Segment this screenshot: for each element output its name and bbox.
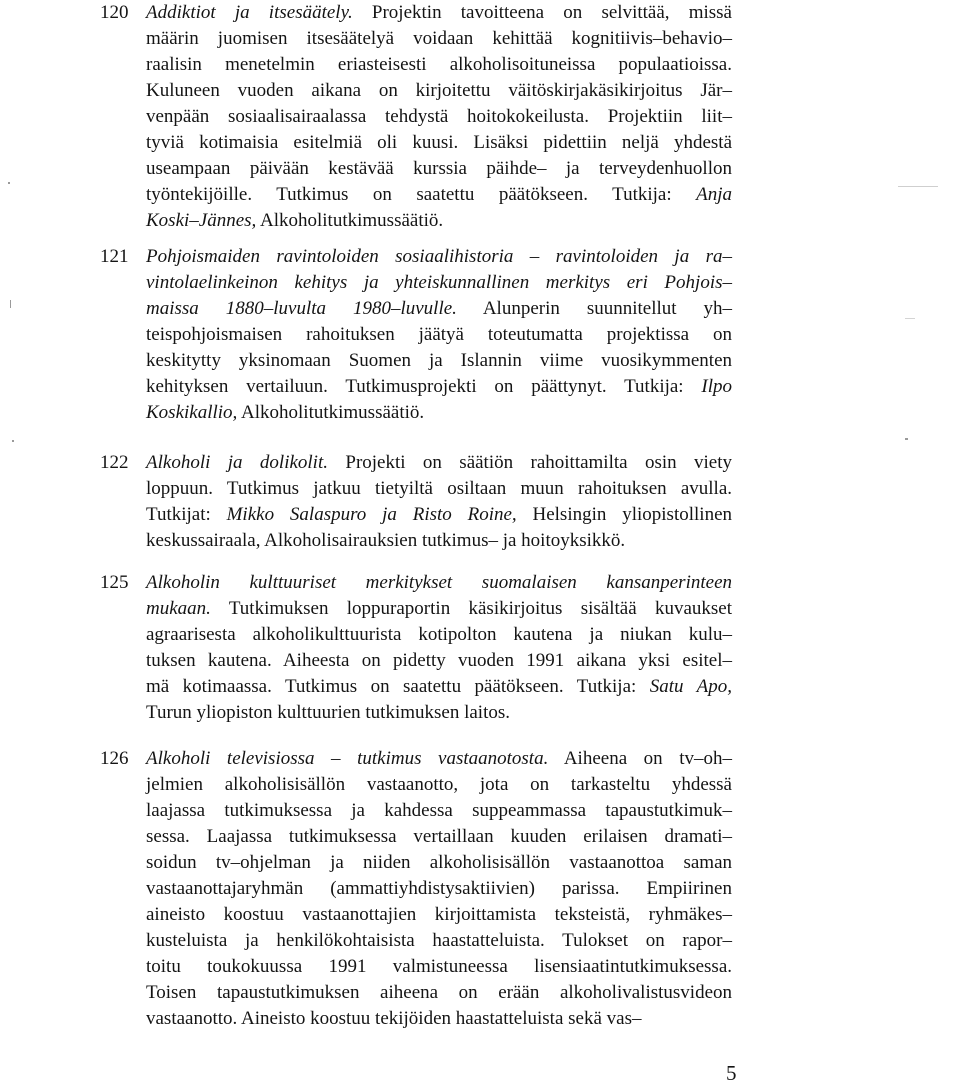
text-line xyxy=(146,0,732,26)
text-line xyxy=(146,374,732,400)
text-line xyxy=(146,182,732,208)
italic-text: vintolaelinkeinon kehitys ja yhteiskunnallinen merkitys eri Pohjois– xyxy=(146,272,732,293)
text-line xyxy=(146,954,732,980)
text-line xyxy=(146,1006,732,1032)
text-line xyxy=(146,570,732,596)
text-run: Aiheena on tv–oh– xyxy=(548,748,733,769)
text-line xyxy=(146,772,732,798)
text-line xyxy=(146,746,732,772)
text-run: venpään sosiaalisairaalassa tehdystä hoitokokeilusta. Projektiin liit– xyxy=(146,106,732,127)
text-line xyxy=(146,528,732,554)
italic-text: Mikko Salaspuro ja Risto Roine, xyxy=(226,504,517,525)
entry-text xyxy=(146,570,732,726)
italic-text: Alkoholi televisiossa – tutkimus vastaanotosta. xyxy=(146,748,549,769)
scan-speck xyxy=(10,300,11,308)
text-run: agraarisesta alkoholikulttuurista kotipolton kautena ja niukan kulu– xyxy=(146,624,732,645)
italic-text: Anja xyxy=(696,184,732,205)
text-line xyxy=(146,928,732,954)
text-line xyxy=(146,156,732,182)
text-line xyxy=(146,502,732,528)
page-number: 5 xyxy=(726,1061,737,1085)
text-line xyxy=(146,322,732,348)
scan-speck xyxy=(898,186,938,187)
text-run: mä kotimaassa. Tutkimus on saatettu päätökseen. Tutkija: xyxy=(146,676,650,697)
entry-number: 126 xyxy=(100,748,129,769)
italic-text: Satu Apo, xyxy=(649,676,732,697)
text-run: tyviä kotimaisia esitelmiä oli kuusi. Lisäksi pidettiin neljä yhdestä xyxy=(146,132,732,153)
italic-text: Alkoholi ja dolikolit. xyxy=(146,452,328,473)
text-run: Tutkijat: xyxy=(146,504,227,525)
text-run: tuksen kautena. Aiheesta on pidetty vuoden 1991 aikana yksi esitel– xyxy=(146,650,732,671)
text-line xyxy=(146,902,732,928)
text-run: keskitytty yksinomaan Suomen ja Islannin viime vuosikymmenten xyxy=(146,350,732,371)
text-run: Projektin tavoitteena on selvittää, missä xyxy=(352,2,732,23)
italic-text: mukaan. xyxy=(146,598,211,619)
entry-text xyxy=(146,450,732,554)
text-run: teispohjoismaisen rahoituksen jäätyä toteutumatta projektissa on xyxy=(146,324,732,345)
text-run: sessa. Laajassa tutkimuksessa vertaillaan kuuden erilaisen dramati– xyxy=(146,826,732,847)
text-line xyxy=(146,270,732,296)
text-line xyxy=(146,104,732,130)
text-line xyxy=(146,130,732,156)
entry-number: 125 xyxy=(100,572,129,593)
text-line xyxy=(146,476,732,502)
scan-speck xyxy=(905,318,915,319)
text-run: jelmien alkoholisisällön vastaanotto, jota on tarkasteltu yhdessä xyxy=(146,774,732,795)
italic-text: Addiktiot ja itsesäätely. xyxy=(146,2,353,23)
entry-text xyxy=(146,244,732,426)
text-run: Kuluneen vuoden aikana on kirjoitettu väitöskirjakäsikirjoitus Jär– xyxy=(146,80,732,101)
text-run: soidun tv–ohjelman ja niiden alkoholisisällön vastaanottoa saman xyxy=(146,852,732,873)
text-run: raalisin menetelmin eriasteisesti alkoholisoituneissa populaatioissa. xyxy=(146,54,732,75)
text-line xyxy=(146,674,732,700)
text-line xyxy=(146,622,732,648)
text-run: Helsingin yliopistollinen xyxy=(516,504,732,525)
text-line xyxy=(146,400,732,426)
text-run: loppuun. Tutkimus jatkuu tietyiltä osiltaan muun rahoituksen avulla. xyxy=(146,478,732,499)
text-line xyxy=(146,850,732,876)
text-run: useampaan päivään kestävää kurssia päihde– ja terveydenhuollon xyxy=(146,158,732,179)
italic-text: Koski–Jännes, xyxy=(146,210,257,231)
text-run: aineisto koostuu vastaanottajien kirjoittamista teksteistä, ryhmäkes– xyxy=(146,904,732,925)
text-run: Turun yliopiston kulttuurien tutkimuksen laitos. xyxy=(146,702,511,723)
italic-text: Pohjoismaiden ravintoloiden sosiaalihistoria – ravintoloiden ja ra– xyxy=(146,246,732,267)
text-run: Alkoholitutkimussäätiö. xyxy=(256,210,444,231)
entry-number: 122 xyxy=(100,452,129,473)
text-line xyxy=(146,450,732,476)
text-line xyxy=(146,700,732,726)
scan-speck xyxy=(905,438,908,440)
scan-speck xyxy=(8,182,10,184)
text-run: vastaanotto. Aineisto koostuu tekijöiden haastatteluista sekä vas– xyxy=(146,1008,642,1029)
text-line xyxy=(146,52,732,78)
text-run: kehityksen vertailuun. Tutkimusprojekti on päättynyt. Tutkija: xyxy=(146,376,702,397)
text-run: kusteluista ja henkilökohtaisista haastatteluista. Tulokset on rapor– xyxy=(146,930,732,951)
text-line xyxy=(146,244,732,270)
text-line xyxy=(146,824,732,850)
italic-text: Koskikallio, xyxy=(146,402,238,423)
text-line xyxy=(146,798,732,824)
text-line xyxy=(146,596,732,622)
italic-text: Alkoholin kulttuuriset merkitykset suomalaisen kansanperinteen xyxy=(146,572,732,593)
text-run: Projekti on säätiön rahoittamilta osin viety xyxy=(328,452,732,473)
text-run: työntekijöille. Tutkimus on saatettu päätökseen. Tutkija: xyxy=(146,184,697,205)
text-run: Tutkimuksen loppuraportin käsikirjoitus sisältää kuvaukset xyxy=(210,598,732,619)
text-line xyxy=(146,348,732,374)
text-line xyxy=(146,648,732,674)
text-run: laajassa tutkimuksessa ja kahdessa suppeammassa tapaustutkimuk– xyxy=(146,800,732,821)
italic-text: maissa 1880–luvulta 1980–luvulle. xyxy=(146,298,457,319)
entry-text xyxy=(146,0,732,234)
scan-speck xyxy=(12,440,14,442)
text-run: Toisen tapaustutkimuksen aiheena on erään alkoholivalistusvideon xyxy=(146,982,732,1003)
text-line xyxy=(146,876,732,902)
text-line xyxy=(146,26,732,52)
text-line xyxy=(146,78,732,104)
text-run: keskussairaala, Alkoholisairauksien tutkimus– ja hoitoyksikkö. xyxy=(146,530,626,551)
italic-text: Ilpo xyxy=(701,376,732,397)
text-run: toitu toukokuussa 1991 valmistuneessa lisensiaatintutkimuksessa. xyxy=(146,956,732,977)
text-line xyxy=(146,980,732,1006)
text-run: määrin juomisen itsesäätelyä voidaan kehittää kognitiivis–behavio– xyxy=(146,28,732,49)
text-line xyxy=(146,296,732,322)
text-run: Alkoholitutkimussäätiö. xyxy=(237,402,425,423)
text-run: Alunperin suunnitellut yh– xyxy=(456,298,732,319)
entry-number: 121 xyxy=(100,246,129,267)
entry-number: 120 xyxy=(100,2,129,23)
text-run: vastaanottajaryhmän (ammattiyhdistysaktiivien) parissa. Empiirinen xyxy=(146,878,732,899)
entry-text xyxy=(146,746,732,1032)
text-line xyxy=(146,208,732,234)
